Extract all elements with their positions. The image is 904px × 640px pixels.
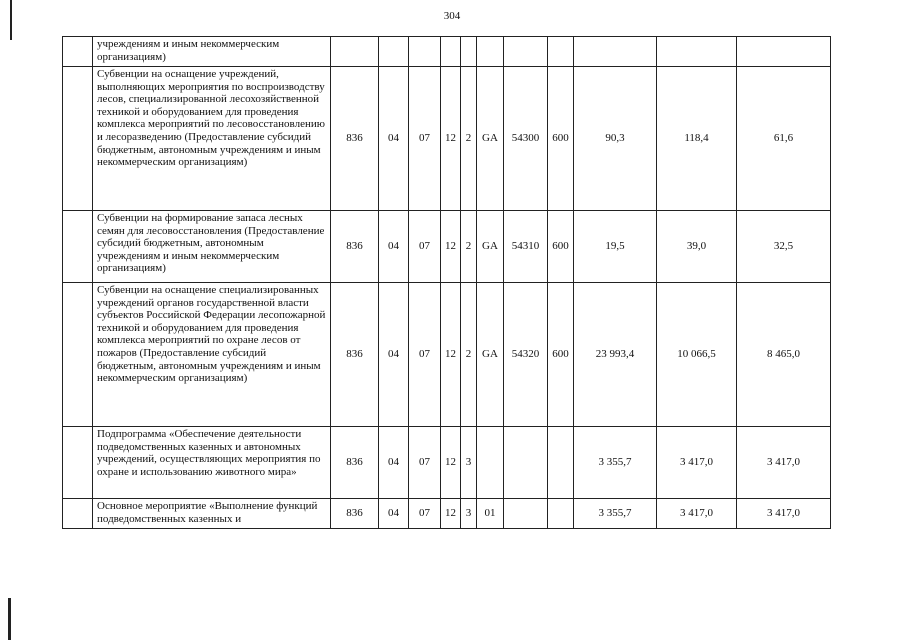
description-cell: Субвенции на оснащение учреждений, выполняющих мероприятия по воспроизводству лесов, специализированной лесохозяйственной техникой и оборудованием для проведения комплекса мероприятий по лесовосстановлению и лесоразведению (Предоставление субсидий бюджетным, автономным учреждениям и иным некоммерческим организациям) (93, 67, 331, 211)
description-cell: Субвенции на оснащение специализированных учреждений органов государственной власти субъектов Российской Федерации лесопожарной техникой и оборудованием для проведения комплекса мероприятий по охране лесов от пожаров (Предоставление субсидий бюджетным, автономным учреждениям и иным некоммерческим организациям) (93, 283, 331, 427)
direction-cell (504, 427, 548, 499)
admin-code-cell (331, 37, 379, 67)
program-cell (441, 37, 461, 67)
expense-type-cell: 600 (548, 67, 574, 211)
value-year-2-cell (657, 37, 737, 67)
table-row (63, 283, 831, 427)
budget-table-body (63, 37, 831, 529)
expense-type-cell (548, 499, 574, 529)
section-cell (379, 37, 409, 67)
subsection-cell (409, 37, 441, 67)
value-year-2-cell: 39,0 (657, 211, 737, 283)
budget-table (62, 36, 831, 529)
value-year-3-cell: 61,6 (737, 67, 831, 211)
value-year-1-cell: 90,3 (574, 67, 657, 211)
program-cell: 12 (441, 499, 461, 529)
program-cell: 12 (441, 283, 461, 427)
admin-code-cell: 836 (331, 283, 379, 427)
section-cell: 04 (379, 211, 409, 283)
table-row (63, 427, 831, 499)
value-year-1-cell: 23 993,4 (574, 283, 657, 427)
scan-edge-mark-bottom (8, 598, 11, 640)
subsection-cell: 07 (409, 283, 441, 427)
value-year-2-cell: 3 417,0 (657, 499, 737, 529)
value-year-3-cell: 3 417,0 (737, 427, 831, 499)
description-cell: учреждениям и иным некоммерческим организациям) (93, 37, 331, 67)
subprogram-cell: 2 (461, 283, 477, 427)
table-row (63, 211, 831, 283)
value-year-3-cell: 8 465,0 (737, 283, 831, 427)
direction-cell (504, 37, 548, 67)
expense-type-cell: 600 (548, 211, 574, 283)
value-year-2-cell: 10 066,5 (657, 283, 737, 427)
table-row (63, 67, 831, 211)
subsection-cell: 07 (409, 67, 441, 211)
event-cell: GA (477, 67, 504, 211)
value-year-1-cell (574, 37, 657, 67)
value-year-1-cell: 19,5 (574, 211, 657, 283)
row-index-cell (63, 37, 93, 67)
table-row (63, 37, 831, 67)
event-cell: 01 (477, 499, 504, 529)
event-cell: GA (477, 283, 504, 427)
section-cell: 04 (379, 427, 409, 499)
subprogram-cell: 2 (461, 67, 477, 211)
value-year-3-cell: 32,5 (737, 211, 831, 283)
admin-code-cell: 836 (331, 427, 379, 499)
section-cell: 04 (379, 499, 409, 529)
table-row (63, 499, 831, 529)
value-year-3-cell: 3 417,0 (737, 499, 831, 529)
section-cell: 04 (379, 283, 409, 427)
admin-code-cell: 836 (331, 499, 379, 529)
direction-cell: 54320 (504, 283, 548, 427)
value-year-1-cell: 3 355,7 (574, 427, 657, 499)
direction-cell: 54310 (504, 211, 548, 283)
direction-cell (504, 499, 548, 529)
program-cell: 12 (441, 427, 461, 499)
row-index-cell (63, 67, 93, 211)
row-index-cell (63, 211, 93, 283)
page-number: 304 (443, 10, 461, 22)
expense-type-cell (548, 427, 574, 499)
admin-code-cell: 836 (331, 67, 379, 211)
description-cell: Субвенции на формирование запаса лесных семян для лесовосстановления (Предоставление субсидий бюджетным, автономным учреждениям и иным некоммерческим организациям) (93, 211, 331, 283)
value-year-3-cell (737, 37, 831, 67)
subprogram-cell: 2 (461, 211, 477, 283)
value-year-2-cell: 3 417,0 (657, 427, 737, 499)
subprogram-cell: 3 (461, 427, 477, 499)
expense-type-cell (548, 37, 574, 67)
subsection-cell: 07 (409, 427, 441, 499)
subsection-cell: 07 (409, 499, 441, 529)
row-index-cell (63, 427, 93, 499)
description-cell: Основное мероприятие «Выполнение функций подведомственных казенных и (93, 499, 331, 529)
section-cell: 04 (379, 67, 409, 211)
row-index-cell (63, 499, 93, 529)
value-year-2-cell: 118,4 (657, 67, 737, 211)
program-cell: 12 (441, 211, 461, 283)
event-cell (477, 37, 504, 67)
event-cell (477, 427, 504, 499)
admin-code-cell: 836 (331, 211, 379, 283)
value-year-1-cell: 3 355,7 (574, 499, 657, 529)
subprogram-cell (461, 37, 477, 67)
row-index-cell (63, 283, 93, 427)
direction-cell: 54300 (504, 67, 548, 211)
subsection-cell: 07 (409, 211, 441, 283)
expense-type-cell: 600 (548, 283, 574, 427)
description-cell: Подпрограмма «Обеспечение деятельности подведомственных казенных и автономных учреждений, осуществляющих мероприятия по охране и использованию животного мира» (93, 427, 331, 499)
subprogram-cell: 3 (461, 499, 477, 529)
event-cell: GA (477, 211, 504, 283)
program-cell: 12 (441, 67, 461, 211)
